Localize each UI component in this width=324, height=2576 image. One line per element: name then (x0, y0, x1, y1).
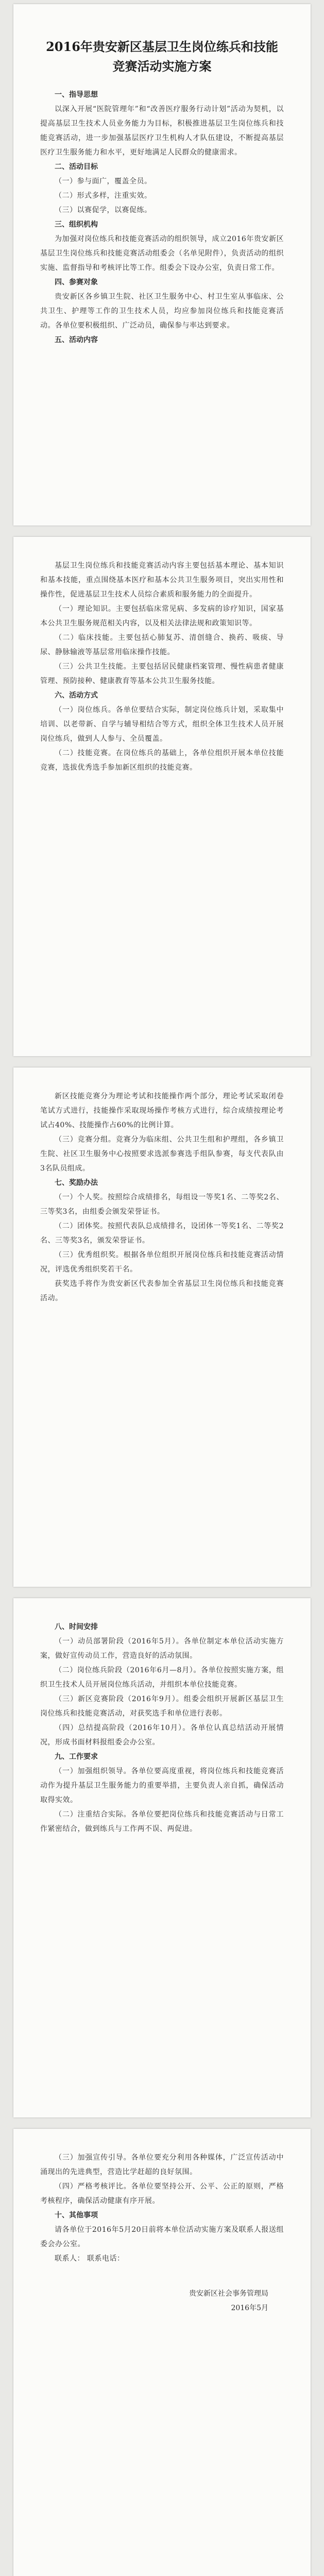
paragraph: （三）优秀组织奖。根据各单位组织开展岗位练兵和技能竞赛活动情况，评选优秀组织奖若干名。 (40, 1251, 284, 1274)
paragraph: （二）形式多样，注重实效。 (55, 192, 152, 200)
paragraph: （一）加强组织领导。各单位要高度重视，将岗位练兵和技能竞赛活动作为提升基层卫生服务能力的重要举措，主要负责人亲自抓，确保活动取得实效。 (40, 1767, 284, 1804)
paragraph: 为加强对岗位练兵和技能竞赛活动的组织领导，成立2016年贵安新区基层卫生岗位练兵和技能竞赛活动组委会（名单见附件），负责活动的组织实施、监督指导和考核评比等工作。组委会下设办公室，负责日常工作。 (40, 235, 284, 272)
paragraph: 请各单位于2016年5月20日前将本单位活动实施方案及联系人报送组委会办公室。 (40, 2226, 284, 2248)
signature-date: 2016年5月 (231, 2304, 268, 2312)
paragraph: 基层卫生岗位练兵和技能竞赛活动内容主要包括基本理论、基本知识和基本技能，重点围绕基本医疗和基本公共卫生服务项目，突出实用性和操作性，促进基层卫生技术人员综合素质和服务能力的全面提升。 (40, 562, 284, 599)
section-heading: 六、活动方式 (55, 691, 98, 700)
document-page-2 (13, 537, 311, 1056)
paragraph: 获奖选手将作为贵安新区代表参加全省基层卫生岗位练兵和技能竞赛活动。 (40, 1280, 284, 1302)
paragraph: （一）岗位练兵。各单位要结合实际，制定岗位练兵计划，采取集中培训、以老带新、自学与辅导相结合等方式，组织全体卫生技术人员开展岗位练兵，做到人人参与、全员覆盖。 (40, 706, 284, 743)
section-heading: 三、组织机构 (55, 221, 98, 229)
document-page-4 (13, 1598, 311, 2117)
signature-block (40, 2286, 268, 2315)
section-heading: 二、活动目标 (55, 163, 98, 171)
paragraph: （二）技能竞赛。在岗位练兵的基础上，各单位组织开展本单位技能竞赛，选拔优秀选手参加新区组织的技能竞赛。 (40, 749, 284, 772)
document-page-3 (13, 1067, 311, 1587)
paragraph: （四）严格考核评比。各单位要坚持公开、公平、公正的原则，严格考核程序，确保活动健康有序开展。 (40, 2182, 284, 2205)
paragraph: （三）公共卫生技能。主要包括居民健康档案管理、慢性病患者健康管理、预防接种、健康教育等基本公共卫生服务技能。 (40, 663, 284, 685)
paragraph: （一）动员部署阶段（2016年5月）。各单位制定本单位活动实施方案，做好宣传动员工作，营造良好的活动氛围。 (40, 1637, 284, 1660)
page3-body (40, 1089, 284, 1306)
paragraph: （四）总结提高阶段（2016年10月）。各单位认真总结活动开展情况，形成书面材料报组委会办公室。 (40, 1724, 284, 1747)
section-heading: 一、指导思想 (55, 91, 98, 99)
section-heading: 八、时间安排 (55, 1623, 98, 1631)
section-heading: 五、活动内容 (55, 336, 98, 344)
page5-body (40, 2150, 284, 2266)
paragraph: （二）岗位练兵阶段（2016年6月—8月）。各单位按照实施方案，组织卫生技术人员开展岗位练兵活动，并组织本单位技能竞赛。 (40, 1666, 284, 1689)
paragraph: 新区技能竞赛分为理论考试和技能操作两个部分，理论考试采取闭卷笔试方式进行，技能操作采取现场操作考核方式进行，综合成绩按理论考试占40%、技能操作占60%的比例计算。 (40, 1092, 284, 1129)
signature-org: 贵安新区社会事务管理局 (189, 2290, 268, 2298)
paragraph: 贵安新区各乡镇卫生院、社区卫生服务中心、村卫生室从事临床、公共卫生、护理等工作的卫生技术人员，均应参加岗位练兵和技能竞赛活动。各单位要积极组织、广泛动员，确保参与率达到要求。 (40, 293, 284, 330)
paragraph: （二）注重结合实际。各单位要把岗位练兵和技能竞赛活动与日常工作紧密结合，做到练兵与工作两不误、两促进。 (40, 1810, 284, 1833)
page4-body (40, 1620, 284, 1836)
paragraph: （三）新区竞赛阶段（2016年9月）。组委会组织开展新区基层卫生岗位练兵和技能竞赛活动，对获奖选手和单位进行表彰。 (40, 1695, 284, 1718)
paragraph: （一）理论知识。主要包括临床常见病、多发病的诊疗知识，国家基本公共卫生服务规范相关内容，以及相关法律法规和政策知识等。 (40, 605, 284, 628)
section-heading: 七、奖励办法 (55, 1179, 98, 1187)
paragraph: （二）临床技能。主要包括心肺复苏、清创缝合、换药、吸痰、导尿、静脉输液等基层常用临床操作技能。 (40, 634, 284, 656)
section-heading: 九、工作要求 (55, 1753, 98, 1761)
paragraph: （三）加强宣传引导。各单位要充分利用各种媒体，广泛宣传活动中涌现出的先进典型，营造比学赶超的良好氛围。 (40, 2154, 284, 2176)
page1-body (40, 88, 284, 347)
section-heading: 十、其他事项 (55, 2211, 98, 2219)
document-title: 2016年贵安新区基层卫生岗位练兵和技能竞赛活动实施方案 (46, 39, 278, 74)
page2-body (40, 558, 284, 775)
paragraph: （三）竞赛分组。竞赛分为临床组、公共卫生组和护理组，各乡镇卫生院、社区卫生服务中心按照要求选派参赛选手组队参赛，每支代表队由3名队员组成。 (40, 1136, 284, 1173)
paragraph: （一）个人奖。按照综合成绩排名，每组设一等奖1名、二等奖2名、三等奖3名，由组委会颁发荣誉证书。 (40, 1193, 284, 1216)
document-page-5 (13, 2129, 311, 2576)
document-page-1 (13, 4, 311, 526)
paragraph: （三）以赛促学，以赛促练。 (55, 206, 152, 214)
paragraph: 联系人： 联系电话： (55, 2255, 125, 2263)
paragraph: （二）团体奖。按照代表队总成绩排名，设团体一等奖1名、二等奖2名、三等奖3名，颁发荣誉证书。 (40, 1222, 284, 1245)
paragraph: （一）参与面广，覆盖全员。 (55, 177, 152, 185)
section-heading: 四、参赛对象 (55, 278, 98, 286)
paragraph: 以深入开展“医院管理年”和“改善医疗服务行动计划”活动为契机，以提高基层卫生技术人员业务能力为目标，积极推进基层卫生岗位练兵和技能竞赛活动，进一步加强基层医疗卫生机构人才队伍建设，不断提高基层医疗卫生服务能力和水平，更好地满足人民群众的健康需求。 (40, 105, 284, 157)
